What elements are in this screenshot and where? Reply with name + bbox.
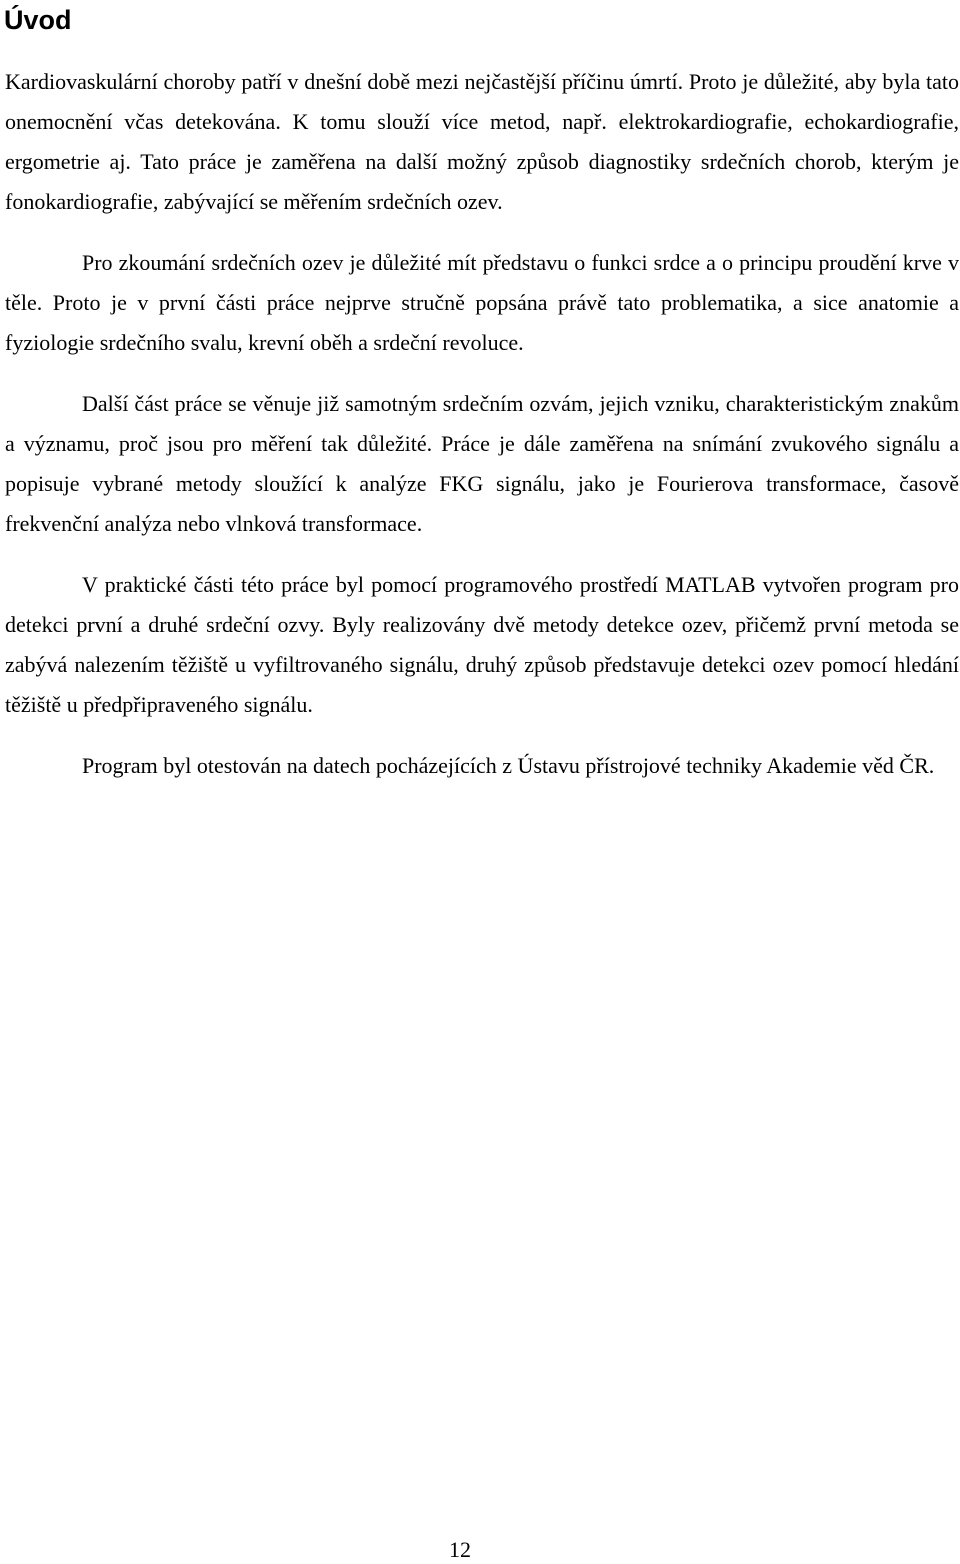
body-text	[5, 62, 959, 786]
paragraph-heart-sounds: Další část práce se věnuje již samotným srdečním ozvám, jejich vzniku, charakteristickým znakům a významu, proč jsou pro měření tak důležité. Práce je dále zaměřena na snímání zvukového signálu a popisuje vybrané metody sloužící k analýze FKG signálu, jako je Fourierova transformace, časově frekvenční analýza nebo vlnková transformace.	[5, 391, 959, 536]
paragraph-anatomy: Pro zkoumání srdečních ozev je důležité mít představu o funkci srdce a o principu proudění krve v těle. Proto je v první části práce nejprve stručně popsána právě tato problematika, a sice anatomie a fyziologie srdečního svalu, krevní oběh a srdeční revoluce.	[5, 250, 959, 355]
page-number: 12	[449, 1537, 471, 1562]
paragraph-testing: Program byl otestován na datech pocházejících z Ústavu přístrojové techniky Akademie věd ČR.	[82, 753, 935, 778]
section-heading: Úvod	[4, 5, 72, 35]
paragraph-practical: V praktické části této práce byl pomocí programového prostředí MATLAB vytvořen program pro detekci první a druhé srdeční ozvy. Byly realizovány dvě metody detekce ozev, přičemž první metoda se zabývá nalezením těžiště u vyfiltrovaného signálu, druhý způsob představuje detekci ozev pomocí hledání těžiště u předpřipraveného signálu.	[5, 572, 959, 717]
paragraph-intro: Kardiovaskulární choroby patří v dnešní době mezi nejčastější příčinu úmrtí. Proto je důležité, aby byla tato onemocnění včas detekována. K tomu slouží více metod, např. elektrokardiografie, echokardiografie, ergometrie aj. Tato práce je zaměřena na další možný způsob diagnostiky srdečních chorob, kterým je fonokardiografie, zabývající se měřením srdečních ozev.	[5, 69, 959, 214]
